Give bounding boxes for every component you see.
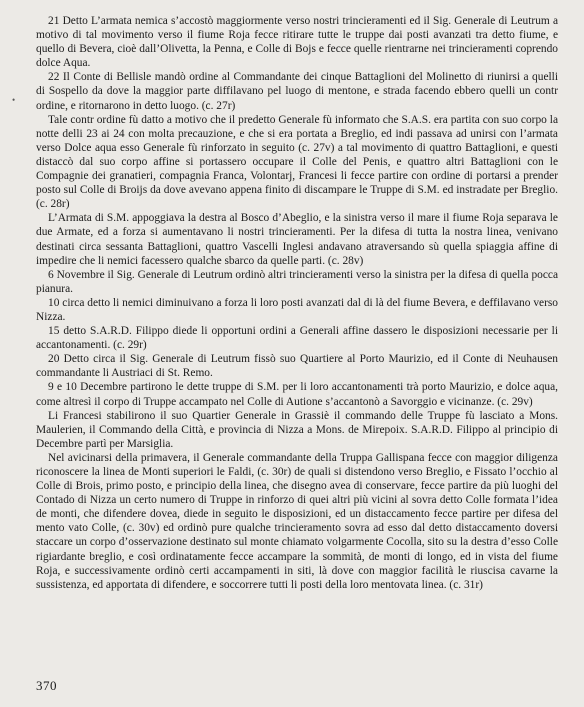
paragraph-10-circa: 10 circa detto li nemici diminuivano a forza li loro posti avanzati dal di là del fiume Bevera, e deffilavano verso Nizza.	[36, 296, 558, 323]
paragraph-6-novembre: 6 Novembre il Sig. Generale di Leutrum ordinò altri trincieramenti verso la sinistra per la difesa di quella pocca pianura.	[36, 268, 558, 295]
paragraph-armata-sm: L’Armata di S.M. appoggiava la destra al Bosco d’Abeglio, e la sinistra verso il mare il fiume Roja separava le due Armate, ed a forza si aumentavano li nostri trincieramenti. Per la difesa di tutta la nostra linea, venivano destinati circa sessanta Battaglioni, quattro Vascelli Inglesi andavano atraversando sù quella spiaggia affine di impedire che li nemici facessero qualche sbarco da quelle parti. (c. 28v)	[36, 212, 558, 267]
paragraph-15-detto: 15 detto S.A.R.D. Filippo diede li opportuni ordini a Generali affine dassero le disposizioni necessarie per li accantonamenti. (c. 29r)	[36, 325, 558, 352]
page-number: 370	[36, 678, 57, 693]
paragraph-li-francesi: Li Francesi stabilirono il suo Quartier Generale in Grassiè il commando delle Truppe fù lasciato a Mons. Maulerien, il Commando della Città, e provincia di Nizza a Mons. de Mirepoix. S.A.R.D. Filippo al principio di Decembre partì per Marsiglia.	[36, 409, 558, 450]
paragraph-20-detto: 20 Detto circa il Sig. Generale di Leutrum fissò suo Quartiere al Porto Maurizio, ed il Conte di Neuhausen commandante li Austriaci di St. Remo.	[36, 353, 558, 380]
paragraph-primavera: Nel avicinarsi della primavera, il Generale commandante della Truppa Gallispana fecce con maggior diligenza riconoscere la linea de Monti superiori le Faldi, (c. 30r) de quali si distendono verso Breglio, e Fissato l’occhio al Colle di Brois, primo posto, e principio della linea, che disegno avea di conservare, fecce partire da più luoghi del Contado di Nizza un certo numero di Truppe in rinforzo di quei altri più vicini al sovra detto Colle formata l’idea de monti, che difendere dovea, diede in seguito le disposizioni, ed un distaccamento fecce partire per difesa del mento vato Colle, (c. 30v) ed ordinò pure qualche trincieramento sovra ad esso dal detto distaccamento doversi staccare un corpo d’osservazione destinato sul monte chiamato volgarmente Cocolla, sito su la destra d’esso Colle rigiardante breglio, e così ordinatamente fecce accampare la sommità, de monti di longo, ed in vista del fiume Roja, e successivamente ordinò certi accampamenti in siti, là dove con maggior facilità le riuscisa cavarne la sussistenza, ed apportata di difendere, e soccorrere tutti li posti della loro mentovata linea. (c. 31r)	[36, 451, 558, 591]
paragraph-9-10-decembre: 9 e 10 Decembre partirono le dette truppe di S.M. per li loro accantonamenti trà porto Maurizio, e dolce aqua, come altresì il corpo di Truppe accampato nel Colle di Autione s’accantonò a Savorggio e vicinanze. (c. 29v)	[36, 381, 558, 408]
paragraph-21-detto: 21 Detto L’armata nemica s’accostò maggiormente verso nostri trincieramenti ed il Sig. Generale di Leutrum a motivo di tal movimento verso il fiume Roja fecce ritirare tutte le truppe dai posti avanzati tra detto fiume, e quello di Bevera, cioè dall’Olivetta, la Penna, e Colle di Bojs e fecce quelle rientrarne nei trincieramenti coprendo dolce Aqua.	[36, 15, 558, 70]
paragraph-contr-ordine: Tale contr ordine fù datto a motivo che il predetto Generale fù informato che S.A.S. era partita con suo corpo la notte delli 23 ai 24 con molta precauzione, e che si era portata a Breglio, ed indi passava ad unirsi con l’armata verso Dolce aqua esso Generale fù rinforzato in seguito (c. 27v) a tal movimento di quattro Battaglioni, e questi distaccò dal suo corpo affine si portassero occupare il Colle del Penis, e quattro altri Battaglioni con le Compagnie dei granatieri, compagnia Franca, Volontarj, Francesi li fecce partire con ordine di portarsi a prender posto sul Colle di Broijs da dove avevano appena finito di discampare le Truppe di S.M. ed instradate per Breglio. (c. 28r)	[36, 113, 558, 211]
margin-mark: •	[12, 95, 16, 105]
paragraph-22-conte-bellisle: 22 Il Conte di Bellisle mandò ordine al Commandante dei cinque Battaglioni del Molinetto di riunirsi a quelli di Sospello da dove la maggior parte diffilavano pel luogo di mentone, e strada facendo ebbero quelli un contr ordine, e ritornarono in detto luogo. (c. 27r)	[36, 71, 558, 112]
